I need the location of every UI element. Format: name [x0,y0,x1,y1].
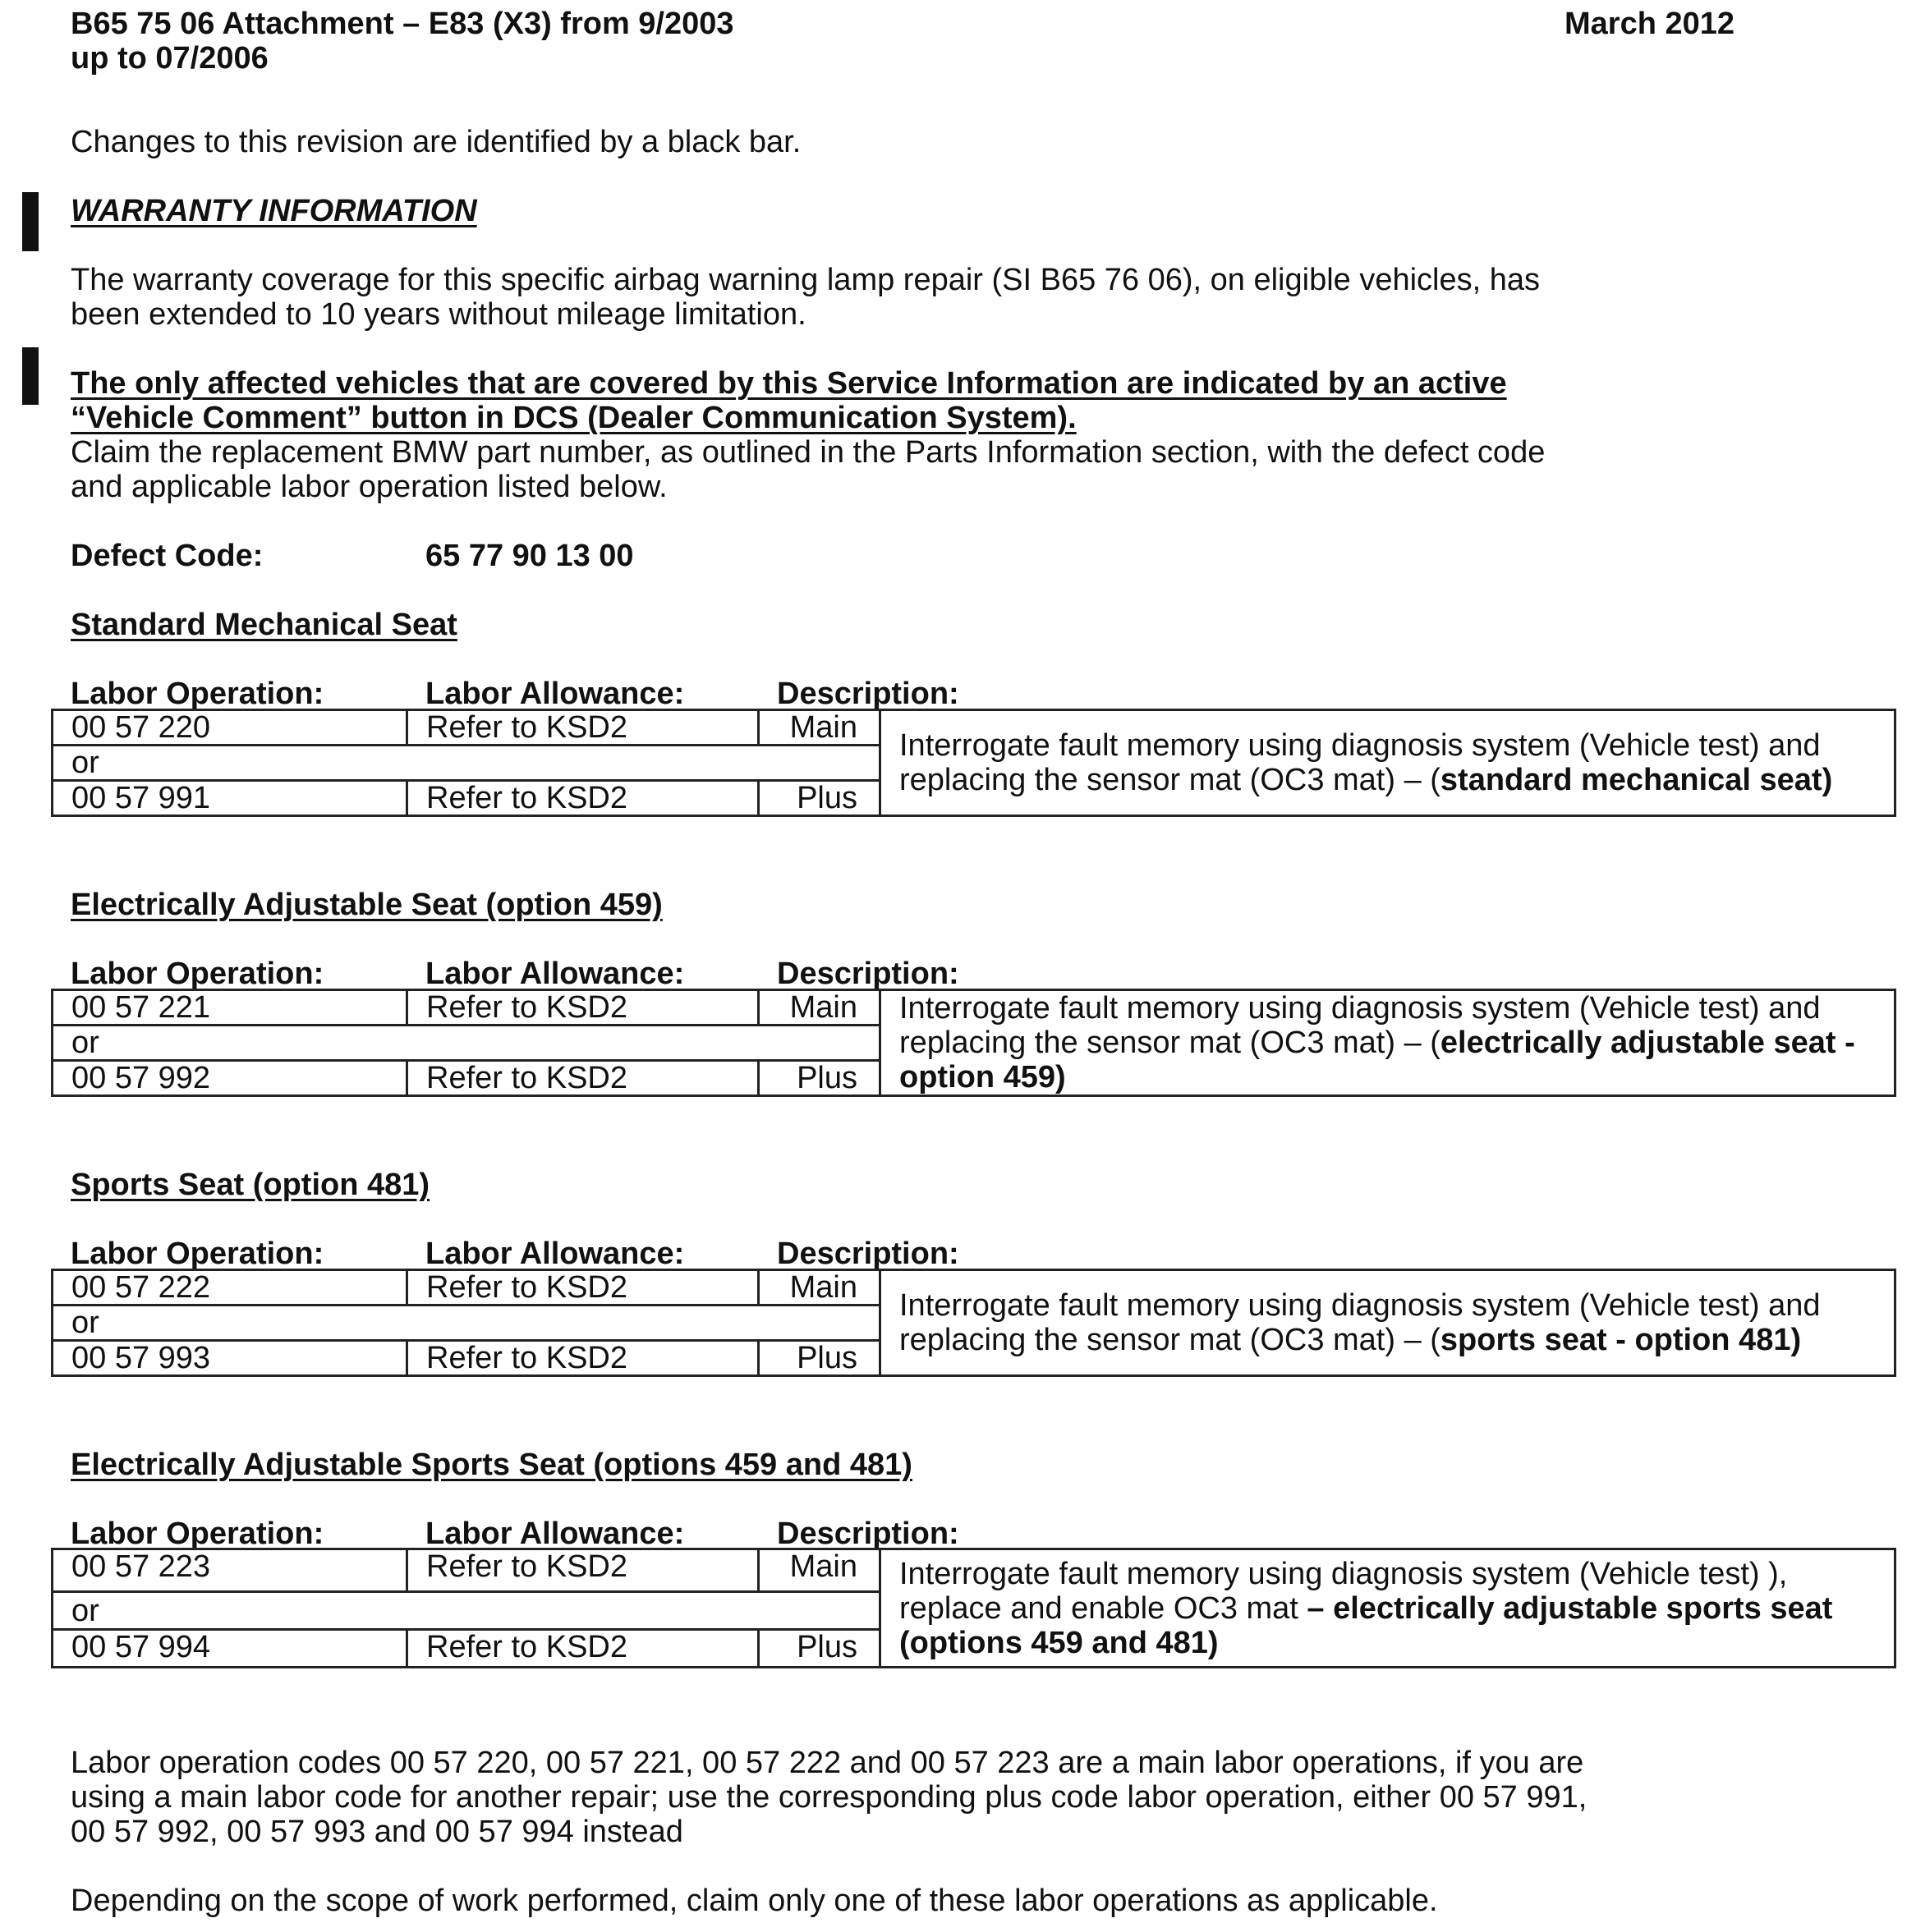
labor-type: Plus [759,781,880,816]
description-text: Interrogate fault memory using diagnosis system (Vehicle test) ), replace and enable OC3 mat [899,1556,1788,1626]
warranty-heading: WARRANTY INFORMATION [71,194,477,228]
description-seat-type: electrically adjustable seat - option 459) [899,1026,1855,1094]
labor-type: Main [759,990,880,1026]
labor-code: 00 57 222 [53,1270,407,1306]
section-title: Electrically Adjustable Sports Seat (options 459 and 481) [71,1448,912,1482]
description-seat-type: standard mechanical seat) [1440,763,1833,797]
affected-line-1: The only affected vehicles that are covered by this Service Information are indicated by an active [71,366,1507,401]
col-header-description: Description: [777,1237,959,1271]
labor-allowance: Refer to KSD2 [407,710,759,746]
labor-table [51,709,1896,817]
description-text: Interrogate fault memory using diagnosis system (Vehicle test) and replacing the sensor mat (OC3 mat) – ( [899,728,1821,797]
col-header-description: Description: [777,677,959,711]
revision-bar [22,347,39,405]
revision-note: Changes to this revision are identified by a black bar. [71,125,802,159]
labor-type: Main [759,710,880,746]
col-header-allowance: Labor Allowance: [425,1237,685,1271]
col-header-operation: Labor Operation: [71,677,324,711]
labor-or: or [53,1592,880,1630]
col-header-description: Description: [777,957,959,991]
labor-allowance: Refer to KSD2 [407,990,759,1026]
description-text: Interrogate fault memory using diagnosis system (Vehicle test) and replacing the sensor mat (OC3 mat) – ( [899,1288,1821,1357]
labor-type: Main [759,1270,880,1306]
labor-code: 00 57 220 [53,710,407,746]
affected-line-2: “Vehicle Comment” button in DCS (Dealer Communication System). [71,401,1077,435]
table-row [53,710,1895,746]
defect-code-value: 65 77 90 13 00 [425,539,634,573]
footer-note-line-3: 00 57 992, 00 57 993 and 00 57 994 instead [71,1815,683,1849]
labor-code: 00 57 993 [53,1341,407,1376]
section-title: Sports Seat (option 481) [71,1168,430,1202]
defect-code-label: Defect Code: [71,539,264,573]
labor-type: Main [759,1549,880,1592]
labor-or: or [53,1026,880,1061]
footer-note-line-2: using a main labor code for another repair; use the corresponding plus code labor operation, either 00 57 991, [71,1780,1587,1815]
document-date: March 2012 [1565,7,1735,41]
table-row [53,1549,1895,1592]
labor-allowance: Refer to KSD2 [407,1061,759,1096]
claim-line-2: and applicable labor operation listed below. [71,470,668,504]
labor-code: 00 57 991 [53,781,407,816]
revision-bar [22,192,39,251]
col-header-allowance: Labor Allowance: [425,957,685,991]
coverage-line-2: been extended to 10 years without mileage limitation. [71,297,806,332]
labor-allowance: Refer to KSD2 [407,1630,759,1668]
col-header-description: Description: [777,1517,959,1551]
labor-table [51,989,1896,1097]
labor-code: 00 57 223 [53,1549,407,1592]
document-title-line1: B65 75 06 Attachment – E83 (X3) from 9/2003 [71,7,734,41]
table-row [53,990,1895,1026]
labor-description [880,1549,1895,1668]
col-header-operation: Labor Operation: [71,1517,324,1551]
labor-code: 00 57 992 [53,1061,407,1096]
table-row [53,1270,1895,1306]
col-header-operation: Labor Operation: [71,1237,324,1271]
coverage-line-1: The warranty coverage for this specific airbag warning lamp repair (SI B65 76 06), on eligible vehicles, has [71,263,1541,297]
labor-table [51,1269,1896,1377]
col-header-operation: Labor Operation: [71,957,324,991]
footer-scope-note: Depending on the scope of work performed, claim only one of these labor operations as applicable. [71,1884,1438,1918]
labor-allowance: Refer to KSD2 [407,781,759,816]
col-header-allowance: Labor Allowance: [425,677,685,711]
labor-description [880,990,1895,1096]
description-text: Interrogate fault memory using diagnosis system (Vehicle test) and replacing the sensor mat (OC3 mat) – ( [899,991,1821,1060]
labor-allowance: Refer to KSD2 [407,1549,759,1592]
description-seat-type: – electrically adjustable sports seat (options 459 and 481) [899,1590,1833,1660]
labor-description [880,1270,1895,1376]
labor-or: or [53,1306,880,1341]
labor-or: or [53,746,880,781]
labor-code: 00 57 221 [53,990,407,1026]
labor-type: Plus [759,1341,880,1376]
labor-type: Plus [759,1061,880,1096]
document-title-line2: up to 07/2006 [71,41,269,76]
labor-allowance: Refer to KSD2 [407,1270,759,1306]
labor-type: Plus [759,1630,880,1668]
description-seat-type: sports seat - option 481) [1440,1323,1802,1357]
labor-table [51,1548,1896,1668]
footer-note-line-1: Labor operation codes 00 57 220, 00 57 221, 00 57 222 and 00 57 223 are a main labor operations, if you are [71,1746,1584,1780]
col-header-allowance: Labor Allowance: [425,1517,685,1551]
claim-line-1: Claim the replacement BMW part number, as outlined in the Parts Information section, with the defect code [71,435,1546,470]
section-title: Electrically Adjustable Seat (option 459) [71,888,663,922]
labor-code: 00 57 994 [53,1630,407,1668]
section-title: Standard Mechanical Seat [71,608,457,642]
labor-description [880,710,1895,816]
labor-allowance: Refer to KSD2 [407,1341,759,1376]
